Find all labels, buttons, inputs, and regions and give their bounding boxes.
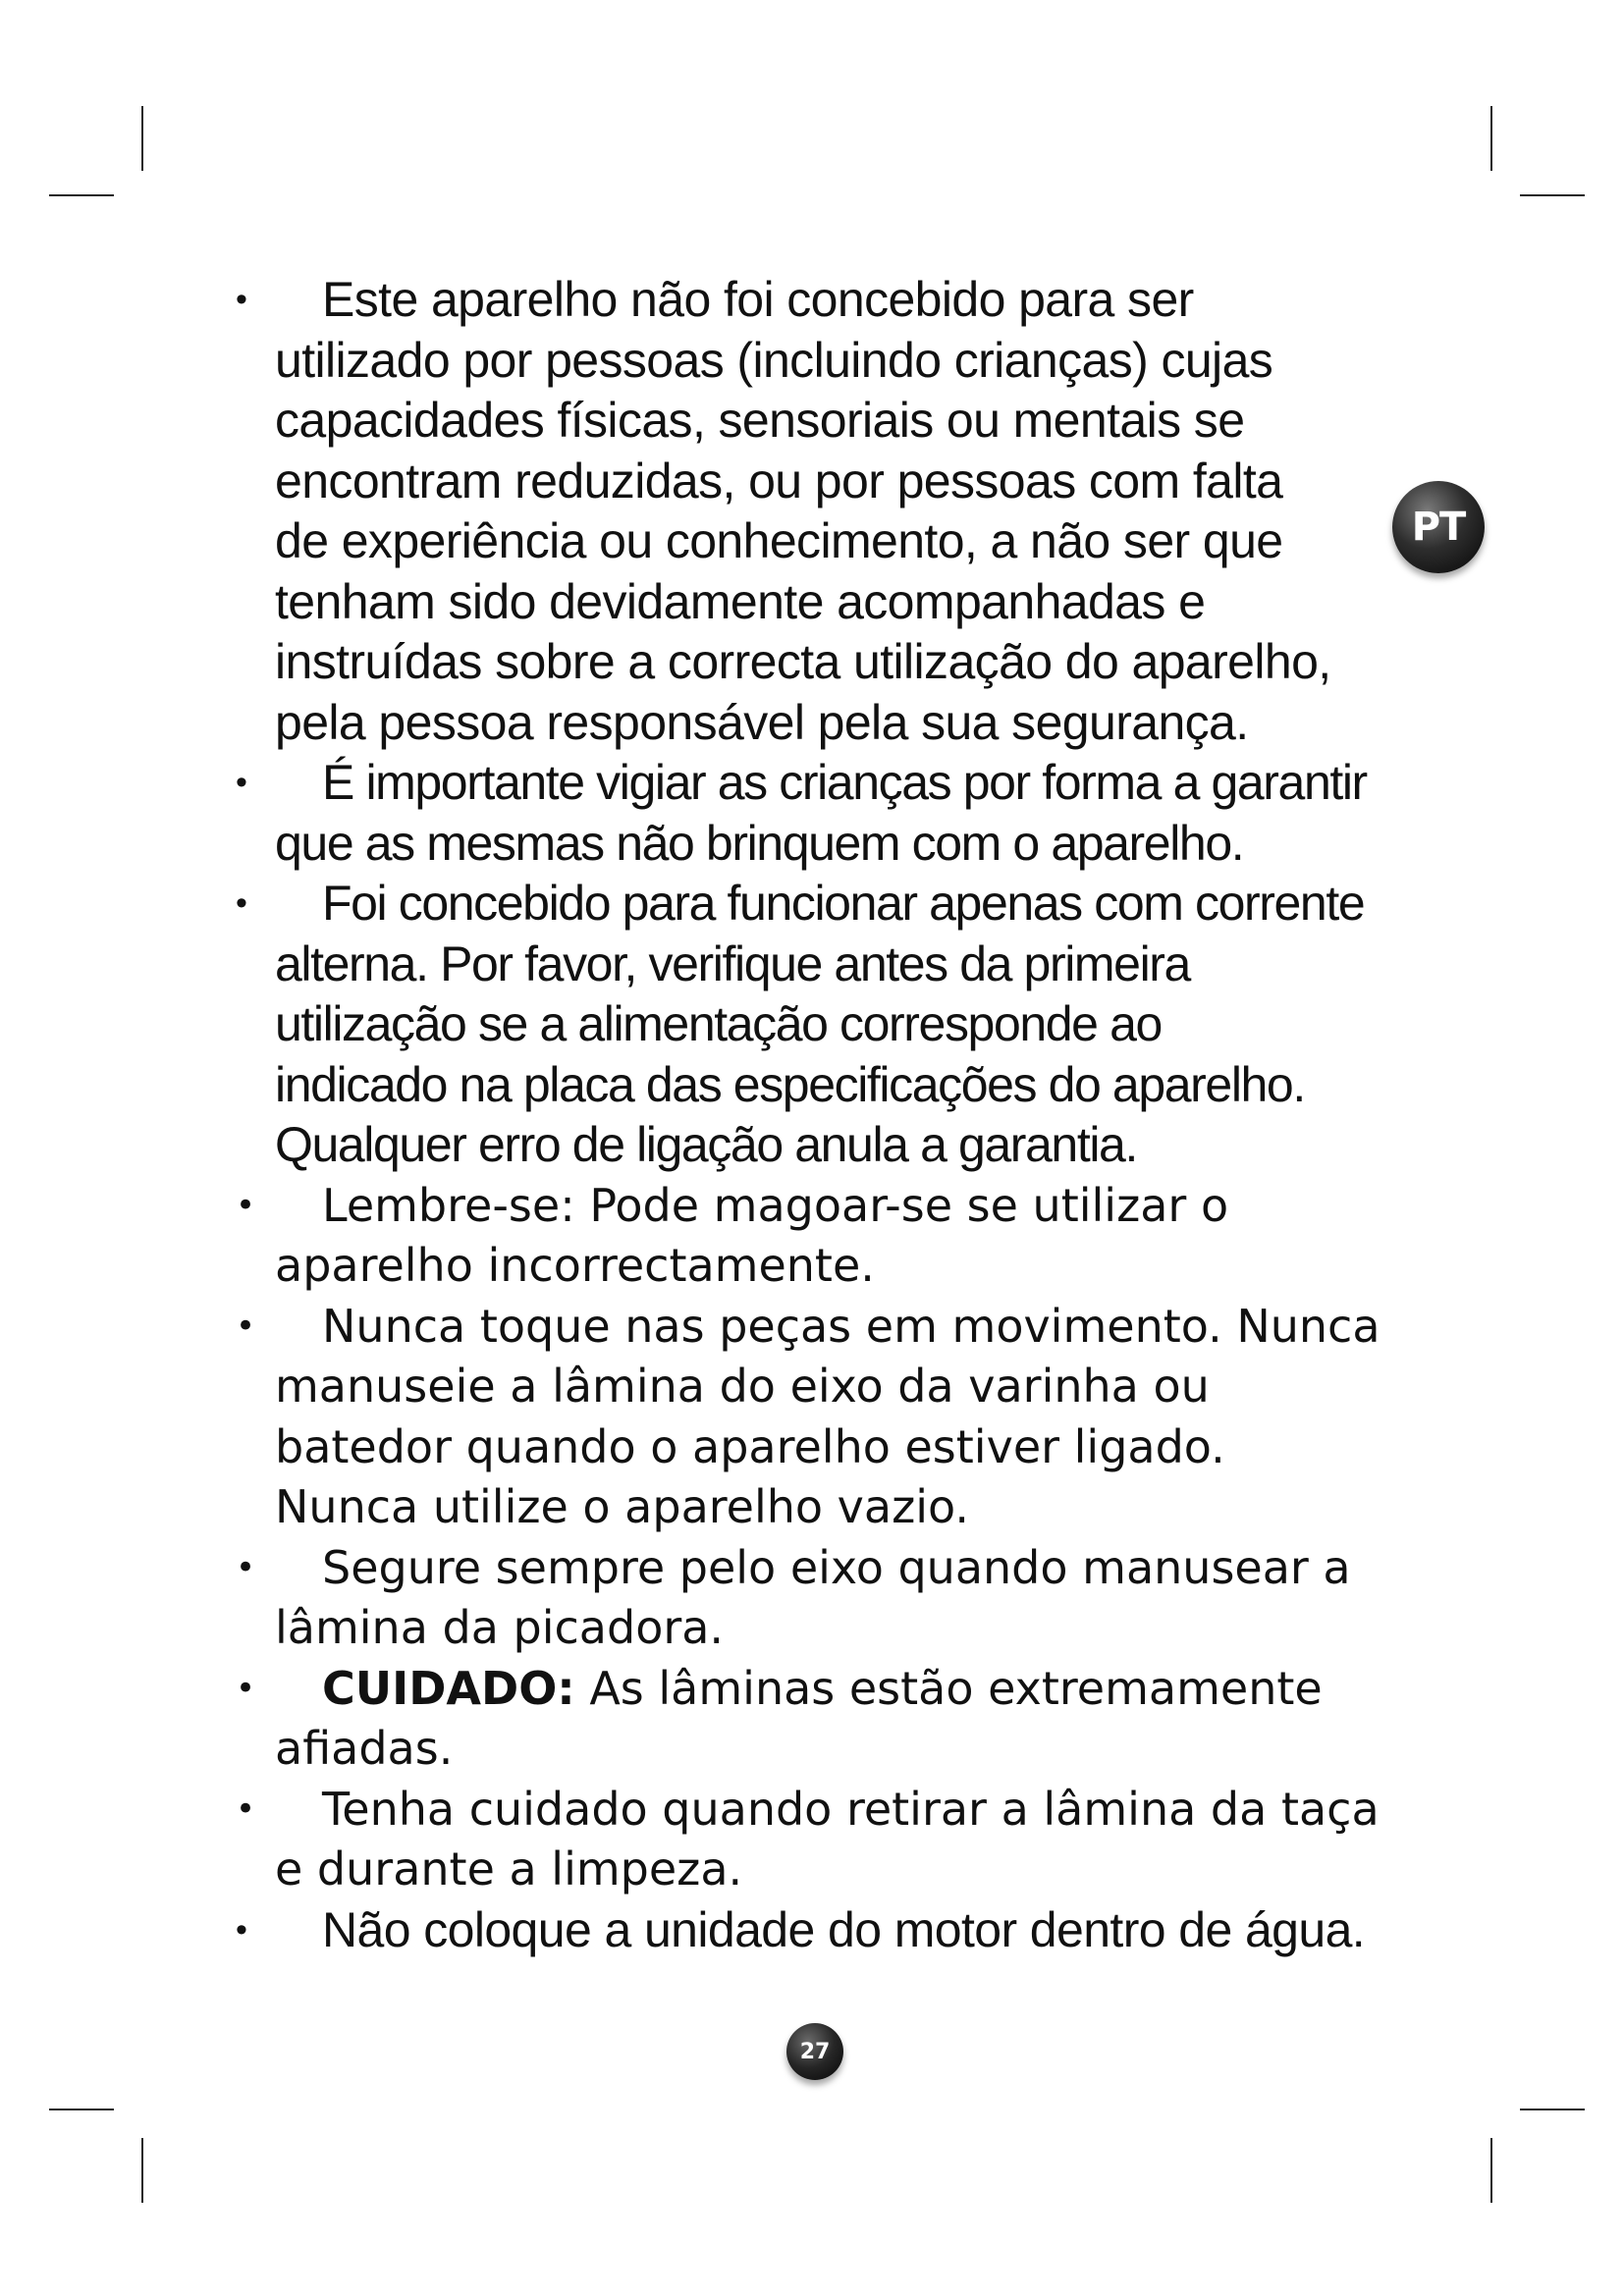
bullet-item-supervision-capacity bbox=[236, 270, 1453, 753]
bullet-dot: • bbox=[236, 1668, 256, 1708]
language-badge-label: PT bbox=[1411, 505, 1466, 550]
line: Qualquer erro de ligação anula a garantia. bbox=[275, 1117, 1137, 1172]
line: Tenha cuidado quando retirar a lâmina da taça bbox=[322, 1782, 1380, 1836]
bullet-item-moving-parts bbox=[236, 1297, 1453, 1538]
line: batedor quando o aparelho estiver ligado. bbox=[275, 1419, 1225, 1473]
line: de experiência ou conhecimento, a não ser que bbox=[275, 513, 1283, 568]
crop-mark-bottom-right-vertical bbox=[1490, 2138, 1492, 2203]
line: Foi concebido para funcionar apenas com corrente bbox=[322, 876, 1365, 931]
caution-label: CUIDADO: bbox=[322, 1661, 575, 1715]
page-number: 27 bbox=[799, 2039, 831, 2064]
bullet-item-motor-water bbox=[236, 1900, 1453, 1961]
line: e durante a limpeza. bbox=[275, 1842, 743, 1896]
crop-mark-bottom-right-horizontal bbox=[1520, 2109, 1585, 2110]
bullet-dot: • bbox=[236, 1185, 256, 1225]
line: Lembre-se: Pode magoar-se se utilizar o bbox=[322, 1178, 1229, 1232]
bullet-list bbox=[236, 270, 1453, 1960]
bullet-item-children bbox=[236, 753, 1453, 874]
bullet-item-hold-shaft bbox=[236, 1538, 1453, 1659]
line: lâmina da picadora. bbox=[275, 1601, 725, 1654]
bullet-item-remove-blade bbox=[236, 1780, 1453, 1900]
line: Nunca toque nas peças em movimento. Nunca bbox=[322, 1299, 1380, 1353]
line: instruídas sobre a correcta utilização do aparelho, bbox=[275, 634, 1331, 689]
line: As lâminas estão extremamente bbox=[574, 1661, 1323, 1715]
bullet-dot: • bbox=[236, 1789, 256, 1829]
line: Segure sempre pelo eixo quando manusear a bbox=[322, 1540, 1351, 1594]
bullet-item-reminder bbox=[236, 1176, 1453, 1297]
bullet-item-caution bbox=[236, 1659, 1453, 1780]
line: utilizado por pessoas (incluindo crianças) cujas bbox=[275, 332, 1273, 388]
line: capacidades físicas, sensoriais ou mentais se bbox=[275, 393, 1245, 448]
line: É importante vigiar as crianças por forma a garantir bbox=[322, 755, 1367, 810]
bullet-dot: • bbox=[236, 764, 246, 801]
bullet-dot: • bbox=[236, 1306, 256, 1346]
page-number-badge bbox=[786, 2023, 843, 2080]
line: afiadas. bbox=[275, 1722, 454, 1775]
line: Não coloque a unidade do motor dentro de água. bbox=[322, 1901, 1366, 1957]
bullet-dot: • bbox=[236, 884, 246, 922]
line: Este aparelho não foi concebido para ser bbox=[322, 272, 1194, 327]
bullet-dot: • bbox=[236, 1547, 256, 1587]
safety-instructions bbox=[236, 270, 1453, 1960]
bullet-dot: • bbox=[236, 1910, 247, 1949]
line: encontram reduzidas, ou por pessoas com falta bbox=[275, 453, 1283, 508]
line: Nunca utilize o aparelho vazio. bbox=[275, 1480, 969, 1533]
crop-mark-top-right-horizontal bbox=[1520, 194, 1585, 196]
crop-mark-bottom-left-vertical bbox=[141, 2138, 143, 2203]
line: tenham sido devidamente acompanhadas e bbox=[275, 573, 1206, 629]
bullet-dot: • bbox=[236, 281, 247, 318]
line: aparelho incorrectamente. bbox=[275, 1239, 875, 1292]
crop-mark-bottom-left-horizontal bbox=[49, 2109, 114, 2110]
line: utilização se a alimentação corresponde ao bbox=[275, 996, 1162, 1051]
line: que as mesmas não brinquem com o aparelho. bbox=[275, 815, 1244, 871]
crop-mark-top-right-vertical bbox=[1490, 106, 1492, 171]
bullet-item-power-supply bbox=[236, 874, 1453, 1176]
crop-mark-top-left-vertical bbox=[141, 106, 143, 171]
line: pela pessoa responsável pela sua segurança. bbox=[275, 694, 1249, 750]
crop-mark-top-left-horizontal bbox=[49, 194, 114, 196]
line: alterna. Por favor, verifique antes da primeira bbox=[275, 935, 1190, 991]
line: manuseie a lâmina do eixo da varinha ou bbox=[275, 1360, 1210, 1413]
line: indicado na placa das especificações do aparelho. bbox=[275, 1056, 1305, 1112]
